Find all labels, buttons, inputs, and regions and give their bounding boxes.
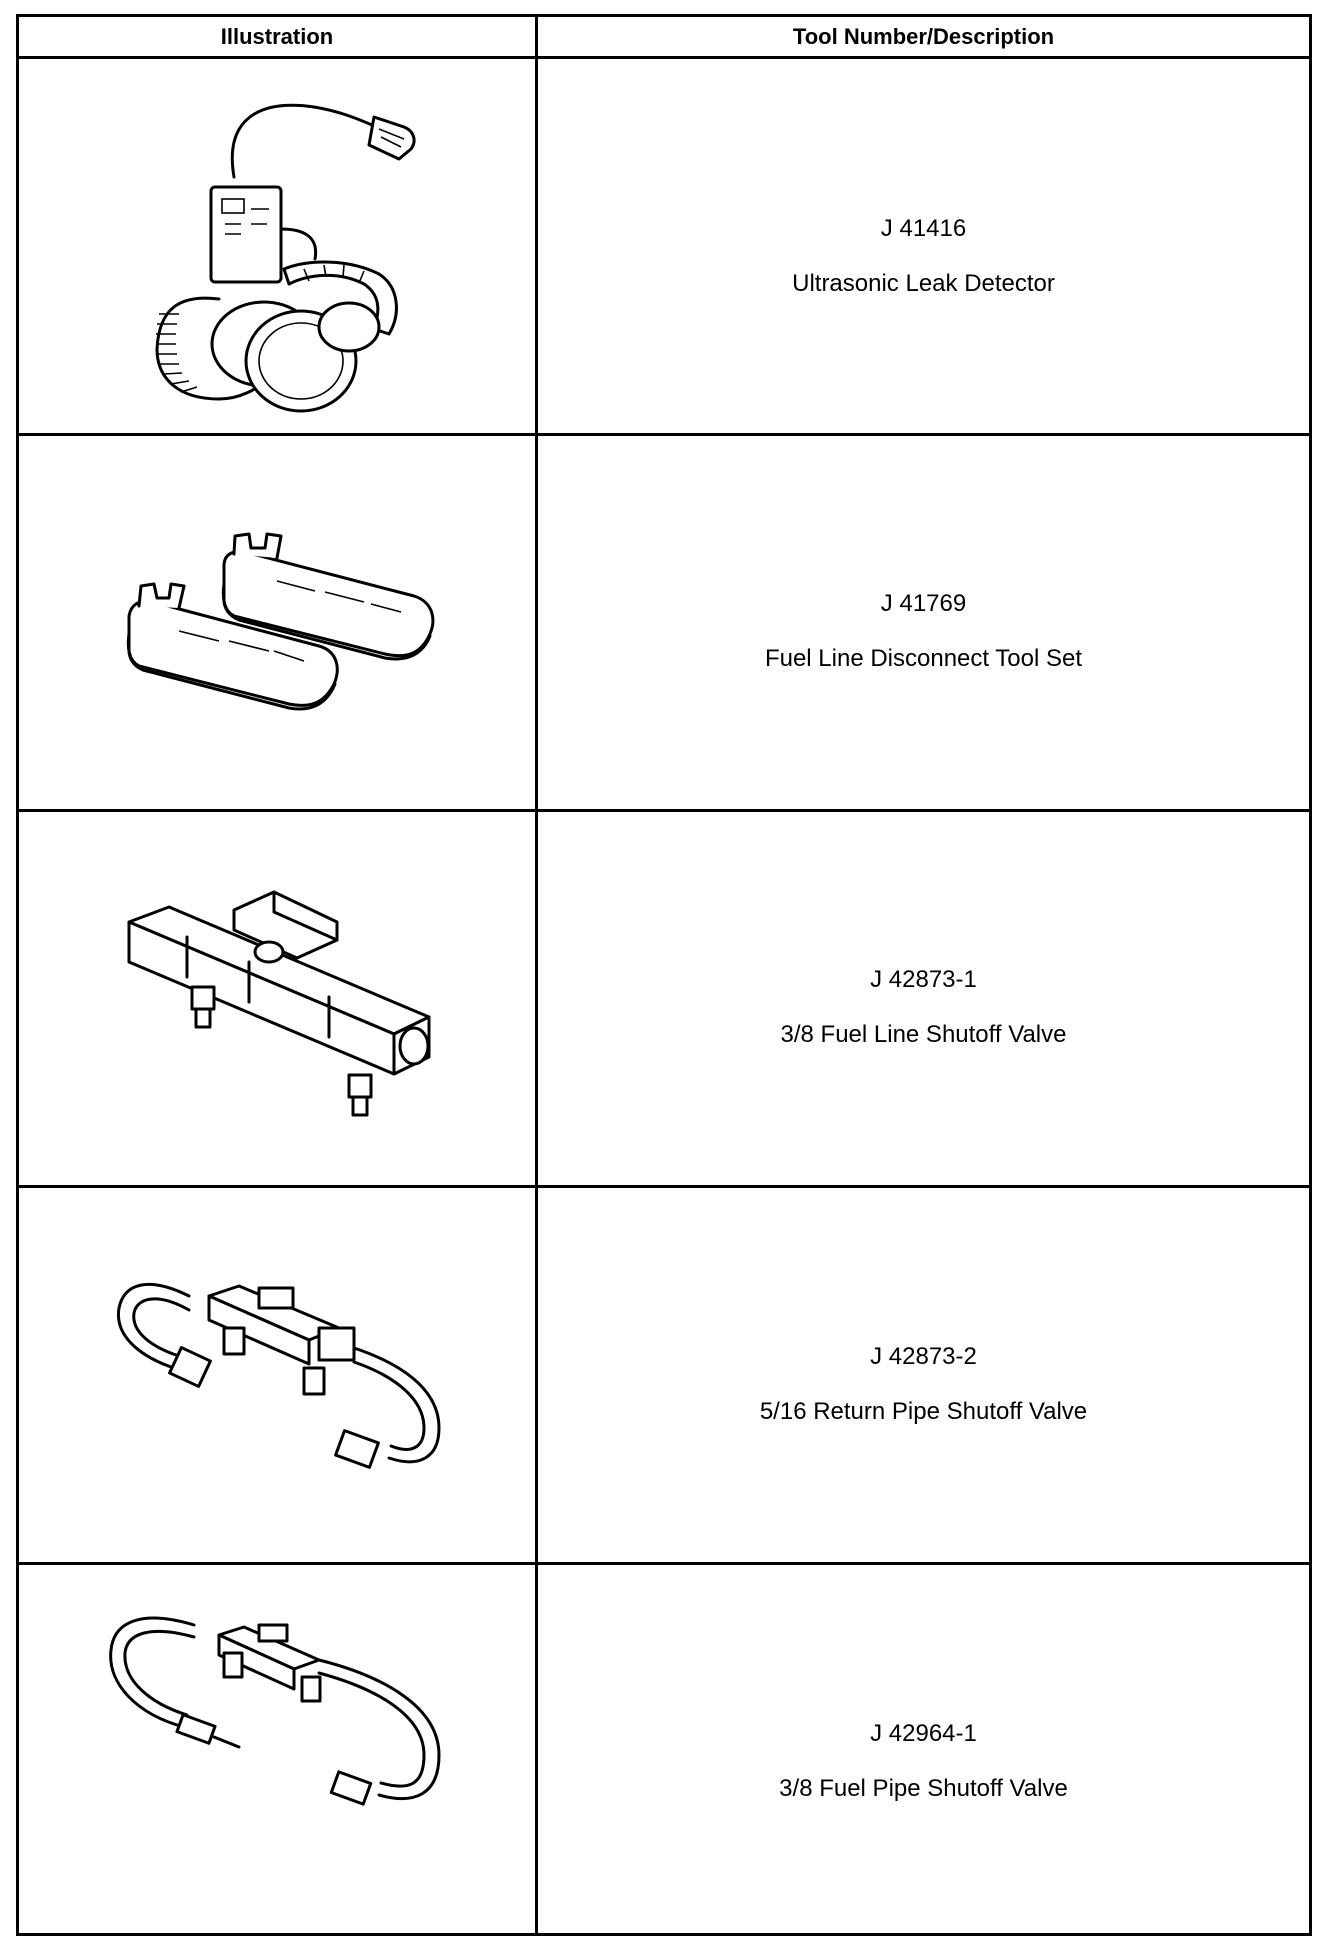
ultrasonic-leak-detector-icon [19,59,535,433]
illustration-cell [19,59,535,433]
illustration-cell [19,812,535,1185]
header-tool-description: Tool Number/Description [792,24,1055,49]
tool-number: J 42964-1 [870,1720,977,1747]
tool-number: J 42873-2 [870,1343,977,1370]
tool-table [16,14,1312,1936]
illustration-cell [19,1565,535,1933]
tool-description-cell [538,1565,1309,1933]
illustration-cell [19,436,535,809]
tool-description: 3/8 Fuel Pipe Shutoff Valve [779,1775,1068,1802]
header-illustration: Illustration [220,24,334,49]
tool-description: Ultrasonic Leak Detector [792,270,1055,297]
tool-number: J 42873-1 [870,966,977,993]
table-row [19,812,1309,1188]
tool-description-cell [538,59,1309,433]
fuel-line-disconnect-tool-set-icon [19,436,535,809]
tool-number: J 41416 [880,215,967,242]
tool-description: 3/8 Fuel Line Shutoff Valve [780,1021,1067,1048]
tool-description-cell [538,436,1309,809]
table-row [19,436,1309,812]
table-row [19,1188,1309,1565]
fuel-line-shutoff-valve-icon [19,812,535,1185]
table-header [19,17,1309,59]
table-row [19,1565,1309,1933]
fuel-pipe-shutoff-valve-icon [19,1565,535,1933]
tool-description: Fuel Line Disconnect Tool Set [764,645,1083,672]
tool-description-cell [538,812,1309,1185]
tool-description-cell [538,1188,1309,1562]
return-pipe-shutoff-valve-icon [19,1188,535,1562]
tool-number: J 41769 [880,590,967,617]
illustration-cell [19,1188,535,1562]
table-row [19,59,1309,436]
tool-description: 5/16 Return Pipe Shutoff Valve [759,1398,1088,1425]
